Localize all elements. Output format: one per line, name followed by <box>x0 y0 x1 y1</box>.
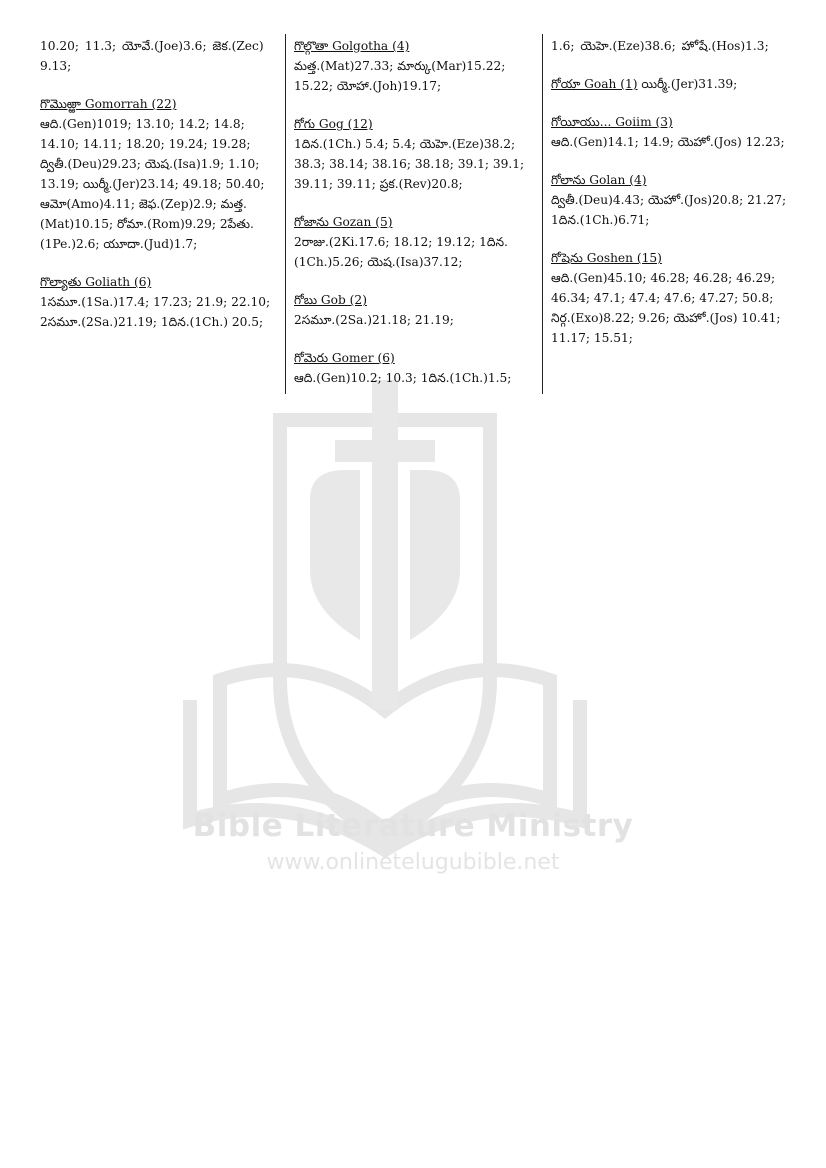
column-1 <box>40 36 274 350</box>
index-entry <box>294 114 532 194</box>
ministry-logo-watermark <box>160 380 610 880</box>
column-divider <box>542 34 543 394</box>
entry-headword: గోయా Goah (1) <box>551 77 638 91</box>
watermark-url: www.onlinetelugubible.net <box>266 850 560 875</box>
column-2 <box>294 36 532 406</box>
index-entry-continued <box>40 36 274 76</box>
entry-headword: గోజాను Gozan (5) <box>294 215 393 229</box>
index-entry-continued <box>551 36 791 56</box>
index-entry <box>551 112 791 152</box>
entry-headword: గోయీయు... Goiim (3) <box>551 115 673 129</box>
entry-references: ద్వితీ.(Deu)4.43; యెహో.(Jos)20.8; 21.27; 1దిన.(1Ch.)6.71; <box>551 193 787 227</box>
entry-references: ఆది.(Gen)10.2; 10.3; 1దిన.(1Ch.)1.5; <box>294 371 512 385</box>
entry-headword: గోలాను Golan (4) <box>551 173 647 187</box>
entry-references: 2సమూ.(2Sa.)21.18; 21.19; <box>294 313 454 327</box>
index-entry <box>40 272 274 332</box>
entry-headword: గోమెరు Gomer (6) <box>294 351 395 365</box>
entry-references: ఆది.(Gen)1019; 13.10; 14.2; 14.8; 14.10; 14.11; 18.20; 19.24; 19.28; ద్వితీ.(Deu)29.23; యెష.(Isa)1.9; 1.10; 13.19; యిర్మీ.(Jer)23.14; 49.18; 50.40; ఆమో(Amo)4.11; జెఫ.(Zep)2.9; మత్త.(Mat)10.15; రోమా.(Rom)9.29; 2పేతు.(1Pe.)2.6; యూదా.(Jud)1.7; <box>40 117 265 251</box>
entry-references: 1దిన.(1Ch.) 5.4; 5.4; యెహె.(Eze)38.2; 38.3; 38.14; 38.16; 38.18; 39.1; 39.1; 39.11; 39.11; ప్రక.(Rev)20.8; <box>294 137 525 191</box>
column-3 <box>551 36 791 366</box>
index-entry <box>294 212 532 272</box>
index-entry <box>40 94 274 254</box>
entry-references: 2రాజు.(2Ki.17.6; 18.12; 19.12; 1దిన.(1Ch.)5.26; యెష.(Isa)37.12; <box>294 235 508 269</box>
entry-headword: గోబు Gob (2) <box>294 293 367 307</box>
entry-headword: గొల్గొతా Golgotha (4) <box>294 39 410 53</box>
entry-headword: గొల్యాతు Goliath (6) <box>40 275 152 289</box>
entry-references: 10.20; 11.3; యోవే.(Joe)3.6; జెక.(Zec) 9.13; <box>40 39 264 73</box>
entry-headword: గొమొఱ్ఱా Gomorrah (22) <box>40 97 177 111</box>
entry-headword: గోషెను Goshen (15) <box>551 251 662 265</box>
entry-references: 1సమూ.(1Sa.)17.4; 17.23; 21.9; 22.10; 2సమూ.(2Sa.)21.19; 1దిన.(1Ch.) 20.5; <box>40 295 271 329</box>
entry-references: 1.6; యెహె.(Eze)38.6; హోషే.(Hos)1.3; <box>551 39 769 53</box>
index-entry <box>294 290 532 330</box>
watermark-org-name: Bible Literature Ministry <box>192 808 634 844</box>
entry-references: ఆది.(Gen)14.1; 14.9; యెహో.(Jos) 12.23; <box>551 135 785 149</box>
index-entry <box>294 36 532 96</box>
entry-references: యిర్మీ.(Jer)31.39; <box>641 77 738 91</box>
index-entry <box>551 170 791 230</box>
column-divider <box>285 34 286 394</box>
index-entry <box>551 248 791 348</box>
entry-headword: గోగు Gog (12) <box>294 117 373 131</box>
entry-references: మత్త.(Mat)27.33; మార్కు(Mar)15.22; 15.22; యోహా.(Joh)19.17; <box>294 59 506 93</box>
index-entry <box>294 348 532 388</box>
index-entry <box>551 74 791 94</box>
entry-references: ఆది.(Gen)45.10; 46.28; 46.28; 46.29; 46.34; 47.1; 47.4; 47.6; 47.27; 50.8; నిర్గ.(Exo)8.22; 9.26; యెహో.(Jos) 10.41; 11.17; 15.51; <box>551 271 781 345</box>
